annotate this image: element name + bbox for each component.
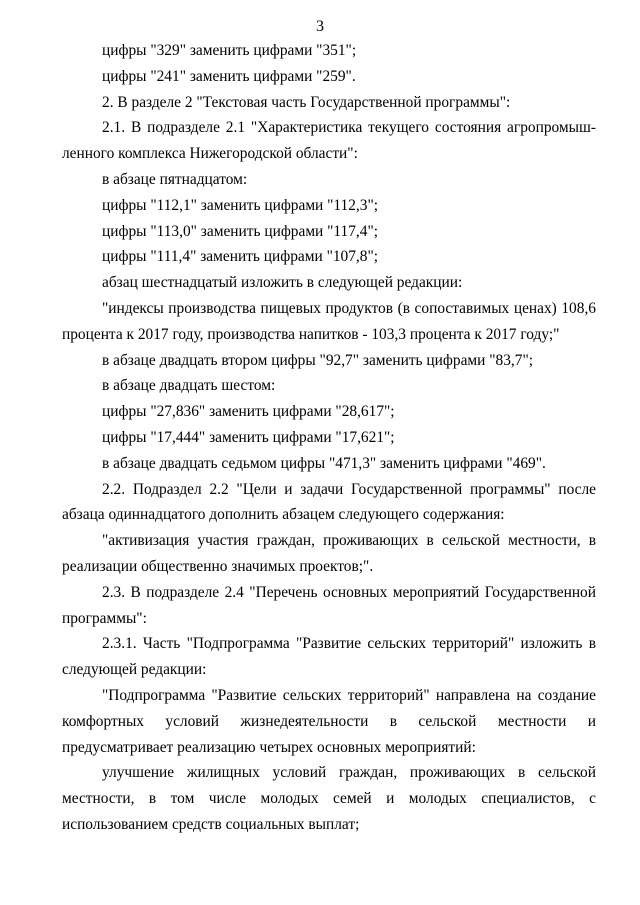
paragraph-15: в абзаце двадцать седьмом цифры "471,3" заменить цифрами "469". [102, 454, 546, 472]
paragraph-20: "Подпрограмма "Развитие сельских территорий" направлена на создание комфортных условий жизнедеятельности в сельской местности и предусматривает реализацию четырех основных мероприятий: [62, 686, 596, 756]
paragraph-12: в абзаце двадцать шестом: [102, 377, 276, 395]
paragraph-6: цифры "112,1" заменить цифрами "112,3"; [102, 196, 379, 214]
paragraph-9: абзац шестнадцатый изложить в следующей редакции: [102, 274, 463, 292]
paragraph-3: 2. В разделе 2 "Текстовая часть Государственной программы": [102, 93, 511, 111]
paragraph-1: цифры "329" заменить цифрами "351"; [102, 42, 357, 59]
paragraph-16: 2.2. Подраздел 2.2 "Цели и задачи Государственной программы" после абзаца одиннадцатого дополнить абзацем следующего содержания: [62, 480, 596, 524]
paragraph-17: "активизация участия граждан, проживающих в сельской местности, в реализации общественно значимых проектов;". [62, 532, 596, 575]
paragraph-10: "индексы производства пищевых продуктов (в сопоставимых ценах) 108,6 процента к 2017 году, производства напитков - 103,3 процента к 2017 году;" [62, 299, 596, 343]
paragraph-13: цифры "27,836" заменить цифрами "28,617"; [102, 403, 395, 421]
paragraph-4: 2.1. В подразделе 2.1 "Характеристика текущего состояния агропромышленного комплекса Нижегородской области": [62, 119, 596, 163]
paragraph-19: 2.3.1. Часть "Подпрограмма "Развитие сельских территорий" изложить в следующей редакции: [62, 635, 596, 679]
paragraph-2: цифры "241" заменить цифрами "259". [102, 67, 356, 85]
paragraph-5: в абзаце пятнадцатом: [102, 170, 248, 188]
paragraph-7: цифры "113,0" заменить цифрами "117,4"; [102, 222, 379, 240]
paragraph-8: цифры "111,4" заменить цифрами "107,8"; [102, 248, 379, 266]
paragraph-18: 2.3. В подразделе 2.4 "Перечень основных мероприятий Государственной программы": [62, 583, 596, 627]
paragraph-21: улучшение жилищных условий граждан, проживающих в сельской местности, в том числе молодых семей и молодых специалистов, с использованием средств социальных выплат; [62, 764, 596, 833]
paragraph-14: цифры "17,444" заменить цифрами "17,621"; [102, 428, 395, 446]
document-body [62, 38, 596, 838]
paragraph-11: в абзаце двадцать втором цифры "92,7" заменить цифрами "83,7"; [102, 351, 533, 369]
page-number: 3 [316, 18, 324, 35]
